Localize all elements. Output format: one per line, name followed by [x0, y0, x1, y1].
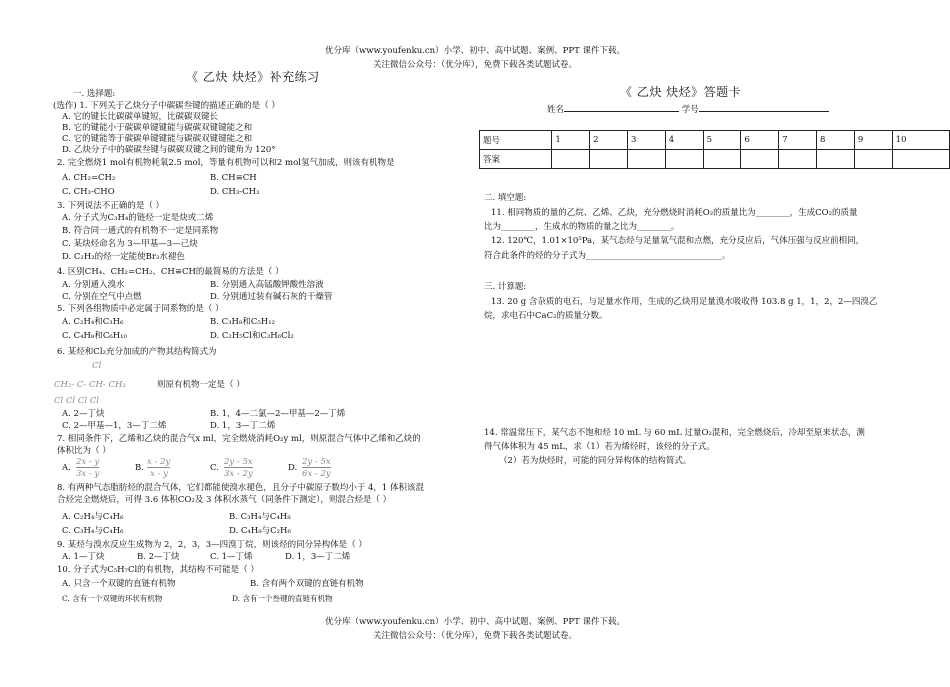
q14-line3: （2）若为炔烃时，可能的同分异构体的结构简式。	[499, 456, 692, 466]
right-title: 《 乙炔 炔烃》答题卡	[620, 85, 742, 99]
footer-line-1: 优分库（www.youfenku.cn）小学、初中、高中试题、案例、PPT 课件下载。	[325, 617, 625, 627]
question-number-cell: 7	[779, 131, 817, 150]
q12-line2: 符合此条件的烃的分子式为________________________________。	[484, 251, 731, 261]
q14-line2: 得气体体积为 45 mL，求（1）若为烯烃时，该烃的分子式。	[484, 442, 715, 452]
q3: 3. 下列说法不正确的是（ ）	[57, 201, 165, 211]
answer-cell[interactable]	[779, 150, 817, 169]
q4-option-d: D. 分别通过装有碱石灰的干燥管	[210, 292, 333, 302]
q11-line2: 比为________，生成水的物质的量之比为________。	[484, 222, 680, 232]
answer-cell[interactable]	[741, 150, 779, 169]
id-label: 学号	[681, 105, 699, 115]
q14-line1: 14. 常温常压下，某气态不饱和烃 10 mL 与 60 mL 过量O₂混和，完全燃烧后，冷却至原来状态，测	[484, 428, 865, 438]
q7-option-d-label: D.	[288, 463, 298, 473]
answer-table-answer-row	[480, 150, 950, 169]
q6: 6. 某烃和Cl₂充分加成的产物其结构简式为	[57, 347, 217, 357]
q10-option-d: D. 含有一个叁键的直链有机物	[232, 594, 333, 603]
q6-tail: 则原有机物一定是（ ）	[157, 380, 245, 390]
question-number-label: 题号	[480, 131, 552, 150]
question-number-cell: 3	[627, 131, 665, 150]
name-blank[interactable]	[564, 111, 679, 112]
id-blank[interactable]	[699, 111, 829, 112]
q7-option-b-label: B.	[135, 463, 144, 473]
q2-option-a: A. CH₂=CH₂	[62, 173, 116, 183]
q1-option-d: D. 乙炔分子中的碳碳叁键与碳碳双键之间的键角为 120°	[62, 145, 276, 155]
answer-cell[interactable]	[854, 150, 892, 169]
answer-label: 答案	[480, 150, 552, 169]
footer-line-2: 关注微信公众号：（优分库），免费下载各类试题试卷。	[372, 631, 577, 641]
q6-option-a: A. 2—丁炔	[62, 409, 105, 419]
question-number-cell: 1	[552, 131, 590, 150]
q2-option-b: B. CH≡CH	[210, 173, 257, 183]
answer-cell[interactable]	[552, 150, 590, 169]
q2: 2. 完全燃烧1 mol有机物耗氧2.5 mol，等量有机物可以和2 mol氢气加成，则该有机物是	[57, 158, 395, 168]
q1-option-b: B. 它的键能小于碳碳单键键能与碳碳双键键能之和	[62, 123, 253, 133]
q9-option-c: C. 1—丁烯	[210, 552, 253, 562]
student-info	[547, 105, 829, 115]
q5-option-c: C. C₄H₈和C₆H₁₀	[62, 331, 127, 341]
q9-option-b: B. 2—丁炔	[137, 552, 180, 562]
name-label: 姓名	[547, 105, 565, 115]
q4-option-b: B. 分别通入高锰酸钾酸性溶液	[210, 280, 324, 290]
q8-line2: 合烃完全燃烧后，可得 3.6 体积CO₂及 3 体积水蒸气（同条件下测定），则混合烃是（ ）	[57, 495, 392, 505]
q9-option-a: A. 1—丁炔	[62, 552, 105, 562]
question-number-cell: 2	[590, 131, 628, 150]
q10-option-c: C. 含有一个双键的环状有机物	[62, 594, 163, 603]
q13-line2: 烷，求电石中CaC₂的质量分数。	[484, 311, 608, 321]
q4-option-a: A. 分别通入溴水	[62, 280, 125, 290]
q7-option-b-denominator: x - y	[150, 469, 168, 479]
answer-cell[interactable]	[590, 150, 628, 169]
q7-option-d-denominator: 6x - 2y	[302, 469, 331, 479]
q6-structure-bottom: Cl Cl Cl Cl	[54, 396, 99, 406]
question-number-cell: 5	[703, 131, 741, 150]
q7-line2: 体积比为（ ）	[57, 446, 111, 456]
q7-option-a-numerator: 2x - y	[76, 457, 100, 467]
q5-option-a: A. C₂H₄和C₃H₆	[62, 317, 124, 327]
q7-option-c-denominator: 3x - 2y	[224, 469, 253, 479]
q8-option-c: C. C₃H₄与C₄H₆	[62, 526, 124, 536]
q7-option-a-label: A.	[62, 463, 71, 473]
question-number-cell: 10	[892, 131, 949, 150]
q3-option-a: A. 分子式为C₃H₄的链烃一定是炔或二烯	[62, 213, 214, 223]
answer-cell[interactable]	[703, 150, 741, 169]
q8-option-a: A. C₂H₄与C₄H₆	[62, 512, 124, 522]
q1-option-a: A. 它的键长比碳碳单键短，比碳碳双键长	[62, 112, 219, 122]
answer-cell[interactable]	[627, 150, 665, 169]
answer-table	[479, 130, 950, 169]
q5-option-b: B. C₃H₈和C₅H₁₂	[210, 317, 276, 327]
q8-option-b: B. C₃H₄与C₄H₈	[229, 512, 291, 522]
q3-option-c: C. 某炔烃命名为 3—甲基—3—己炔	[62, 239, 198, 249]
q2-option-c: C. CH₃-CHO	[62, 187, 115, 197]
q12-line1: 12. 120℃，1.01×10⁵Pa，某气态烃与足量氧气混和点燃，充分反应后，气体压强与反应前相同，	[491, 236, 865, 246]
section-fill: 二. 填空题:	[484, 193, 527, 203]
answer-table-header-row	[480, 131, 950, 150]
header-line-2: 关注微信公众号：（优分库），免费下载各类试题试卷。	[372, 60, 577, 70]
q6-option-b: B. 1，4—二氯—2—甲基—2—丁烯	[210, 409, 346, 419]
section-calc: 三. 计算题:	[484, 282, 527, 292]
q6-option-c: C. 2—甲基—1，3—丁二烯	[62, 421, 167, 431]
q5: 5. 下列各组物质中必定属于同系物的是（ ）	[57, 304, 224, 314]
q11-line1: 11. 相同物质的量的乙烷、乙烯、乙炔，充分燃烧时消耗O₂的质量比为________，生成CO₂的质量	[491, 208, 858, 218]
q7: 7. 相同条件下，乙烯和乙炔的混合气x ml，完全燃烧消耗O₂y ml，则原混合气体中乙烯和乙炔的	[57, 434, 421, 444]
q7-option-c-numerator: 2y - 5x	[224, 457, 253, 467]
q7-option-b-numerator: x - 2y	[147, 457, 171, 467]
question-number-cell: 6	[741, 131, 779, 150]
q6-option-d: D. 1，3—丁二烯	[210, 421, 276, 431]
q9: 9. 某烃与溴水反应生成物为 2，2，3，3—四溴丁烷，则该烃的同分异构体是（ ）	[57, 540, 367, 550]
section-choice: 一. 选择题:	[73, 89, 116, 99]
header-line-1: 优分库（www.youfenku.cn）小学、初中、高中试题、案例、PPT 课件下载。	[325, 46, 625, 56]
question-number-cell: 4	[665, 131, 703, 150]
question-number-cell: 9	[854, 131, 892, 150]
q1-option-c: C. 它的键能等于碳碳单键键能与碳碳双键键能之和	[62, 134, 253, 144]
q4-option-c: C. 分别在空气中点燃	[62, 292, 142, 302]
q3-option-b: B. 符合同一通式的有机物不一定是同系物	[62, 226, 219, 236]
q7-option-d-numerator: 2y - 5x	[302, 457, 331, 467]
q2-option-d: D. CH₃-CH₃	[210, 187, 260, 197]
q8: 8. 有两种气态脂肪烃的混合气体，它们都能使溴水褪色，且分子中碳原子数均小于 4，1 体积该混	[57, 483, 425, 493]
q7-option-c-label: C.	[210, 463, 219, 473]
question-number-cell: 8	[817, 131, 855, 150]
answer-cell[interactable]	[665, 150, 703, 169]
q7-option-a-denominator: 3x - y	[76, 469, 100, 479]
q10: 10. 分子式为C₅H₇Cl的有机物，其结构不可能是（ ）	[57, 565, 259, 575]
answer-cell[interactable]	[892, 150, 949, 169]
q4: 4. 区别CH₄、CH₂=CH₂、CH≡CH的最简易的方法是（ ）	[57, 267, 284, 277]
q13-line1: 13. 20 g 含杂质的电石，与足量水作用，生成的乙炔用足量溴水吸收得 103.8 g 1，1，2，2—四溴乙	[491, 297, 878, 307]
q6-structure-chain: CH₂- C- CH- CH₂	[54, 380, 126, 390]
q3-option-d: D. C₂H₂的烃一定能使Br₂水褪色	[62, 252, 185, 262]
left-title: 《 乙炔 炔烃》补充练习	[186, 70, 320, 84]
q8-option-d: D. C₄H₈与C₂H₆	[229, 526, 291, 536]
q9-option-d: D. 1，3—丁二烯	[285, 552, 351, 562]
q5-option-d: D. C₂H₅Cl和C₃H₆Cl₂	[210, 331, 294, 341]
answer-cell[interactable]	[817, 150, 855, 169]
q10-option-b: B. 含有两个双键的直链有机物	[250, 579, 364, 589]
q1: (选作) 1. 下列关于乙炔分子中碳碳叁键的描述正确的是（ ）	[53, 101, 280, 111]
q6-structure-top: Cl	[92, 361, 102, 371]
q10-option-a: A. 只含一个双键的直链有机物	[62, 579, 176, 589]
